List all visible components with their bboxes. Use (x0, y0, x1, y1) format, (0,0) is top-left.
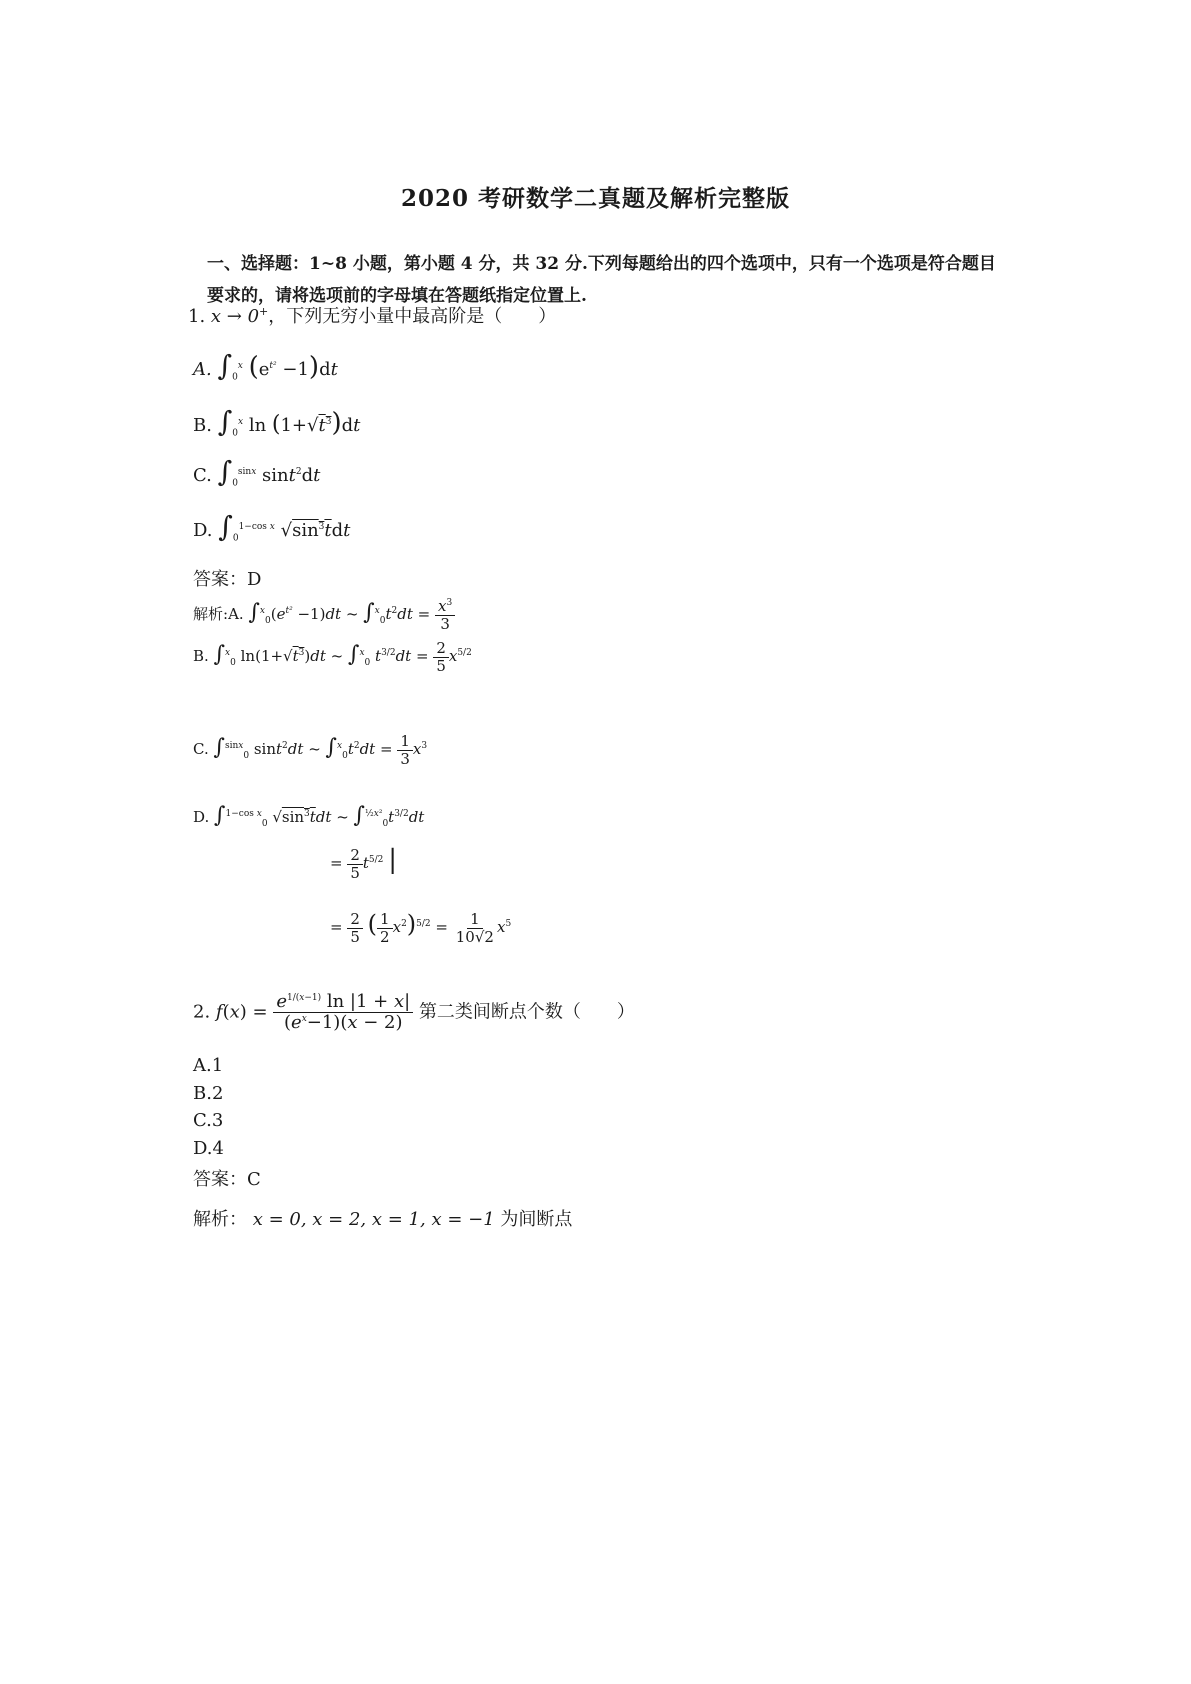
q2-option-c: C.3 (193, 1110, 224, 1131)
q1-option-c: C. $\int_0^{sinx}$ sint$^2$dt (193, 455, 321, 489)
q1-limit-math: x → 0+ (210, 305, 269, 327)
q1-answer: 答案：D (193, 569, 262, 590)
q1-analysis-a-label: A. (228, 605, 244, 623)
q1-analysis-d: D. ∫$^{1-cos x}_0$ $√\sin^3tdt$ ~ $\int^{\frac{1}{2}x^2}_0t^{3/2}dt$ (193, 803, 425, 829)
q2-analysis-label: 解析： (193, 1209, 247, 1230)
q1-analysis-b-label: B. (193, 647, 209, 665)
q1-option-d-label: D. (193, 520, 213, 541)
q1-analysis-b: B. ∫$^x_0$ $\ln(1+√t^3)dt$ ~ ∫$^x_0$ $t^{3/2}dt$ = $\frac{2}{5}$ $x^{5/2}$ (193, 639, 472, 675)
q2-answer: 答案：C (193, 1169, 261, 1190)
document-title: 2020 考研数学二真题及解析完整版 (400, 185, 791, 212)
q2-option-d: D.4 (193, 1138, 224, 1159)
q1-stem-text: ，下列无穷小量中最高阶是（ ） (268, 306, 557, 327)
q2-function-fraction: $\frac{e^{1/(x-1)} \ln |1 + x|}{(e^x-1)(x - 2)}$ (273, 992, 413, 1033)
q1-analysis-label: 解析: (193, 605, 229, 623)
q1-analysis-d-step3: = $\frac{2}{5}$ ( $\frac{1}{2}$ $x^2)^{5/2}$ = $\frac{1}{10√2}$ $x^5$ (330, 910, 512, 946)
q2-number: 2. (193, 1001, 216, 1023)
q1-analysis-d-step2: = $\frac{2}{5}$ $t^{5/2}$ | (330, 845, 397, 882)
q1-option-b: B. $\int_0^x$ $\ln (1+√t^3)dt$ (193, 405, 361, 439)
q2-option-a: A.1 (193, 1055, 224, 1076)
q1-analysis-d-label: D. (193, 808, 210, 826)
q1-analysis-a: 解析:A. $\int^x_0(e^{t^2} -1)dt$ ~ $\int^x_0t^2dt$ = $\frac{x^3}{3}$ (193, 598, 455, 632)
q1-option-c-label: C. (193, 465, 212, 486)
q2-analysis (193, 1205, 572, 1231)
q2-option-b: B.2 (193, 1083, 224, 1104)
section-heading: 一、选择题：1~8 小题，第小题 4 分，共 32 分.下列每题给出的四个选项中，只有一个选项是符合题目要求的，请将选项前的字母填在答题纸指定位置上. (207, 254, 996, 306)
q2-stem: 2. f(x) = $\frac{e^{1/(x-1)} \ln |1 + x|}{(e^x-1)(x - 2)}$ 第二类间断点个数（ ） (193, 991, 635, 1033)
q1-stem (188, 302, 556, 328)
q1-option-d: D. $\int_0^{1-cos x}$ $√\sin^3tdt$ (193, 510, 351, 544)
q1-option-a: A. $\int_0^x$ $(e^{t^2} -1)dt$ (193, 349, 338, 383)
q1-number: 1. (188, 306, 211, 327)
q1-option-b-label: B. (193, 415, 212, 436)
q2-analysis-text: 为间断点 (494, 1209, 573, 1230)
q1-analysis-c: C. ∫$^{sinx}_0$ sint$^2$dt ~ $\int^x_0t^2dt$ = $\frac{1}{3}$ $x^3$ (193, 732, 428, 768)
q2-analysis-math: x = 0, x = 2, x = 1, x = −1 (252, 1209, 495, 1230)
q1-option-a-label: A. (193, 359, 212, 380)
q1-analysis-c-label: C. (193, 740, 209, 758)
q2-stem-text: 第二类间断点个数（ ） (418, 1001, 635, 1023)
